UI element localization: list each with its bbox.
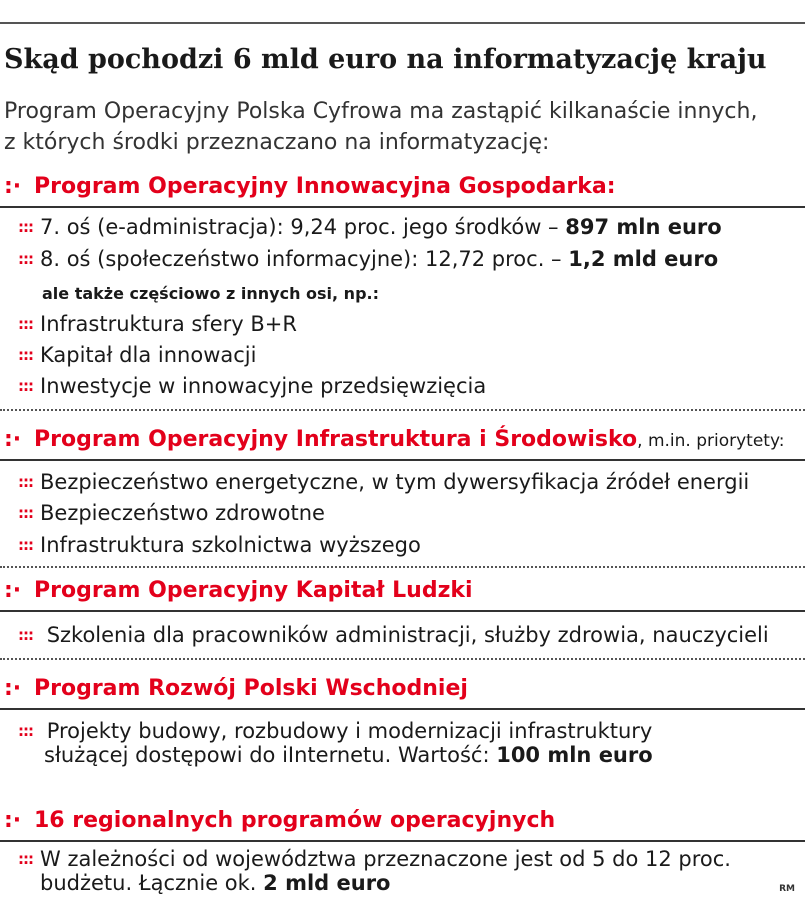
section-innowacyjna-gospodarka <box>4 172 616 202</box>
section-note: ale także częściowo z innych osi, np.: <box>42 284 379 303</box>
section-title: Program Rozwój Polski Wschodniej <box>34 676 468 701</box>
bullet-icon: ::: <box>18 850 33 868</box>
item-text: Infrastruktura szkolnictwa wyższego <box>40 533 421 557</box>
section-infrastruktura-srodowisko <box>4 425 785 456</box>
item-text: Szkolenia dla pracowników administracji, służby zdrowia, nauczycieli <box>46 623 769 647</box>
item-text: Bezpieczeństwo energetyczne, w tym dywersyfikacja źródeł energii <box>40 470 750 494</box>
list-item <box>18 467 749 497</box>
list-item <box>18 244 718 274</box>
top-rule <box>0 22 805 24</box>
list-item <box>18 620 769 650</box>
bullet-icon: ::: <box>18 315 33 333</box>
bullet-icon: ::: <box>18 346 33 364</box>
item-text: 7. oś (e-administracja): 9,24 proc. jego środków – <box>40 215 566 239</box>
list-item <box>18 716 653 770</box>
section-title: 16 regionalnych programów operacyjnych <box>34 808 556 833</box>
section-kapital-ludzki <box>4 576 473 606</box>
list-item <box>18 530 421 560</box>
section-divider <box>0 566 805 568</box>
list-item <box>18 212 722 242</box>
item-text: budżetu. Łącznie ok. <box>40 871 264 895</box>
section-divider <box>0 658 805 660</box>
item-value: 1,2 mld euro <box>568 247 719 271</box>
section-title: Program Operacyjny Infrastruktura i Środowisko <box>34 427 638 452</box>
item-text: Projekty budowy, rozbudowy i modernizacji infrastruktury <box>46 719 653 743</box>
bullet-icon: ::: <box>18 504 33 522</box>
item-value: 2 mld euro <box>263 871 391 895</box>
section-marker-icon: :· <box>4 427 22 452</box>
section-rule <box>0 708 805 710</box>
bullet-icon: ::: <box>18 722 33 740</box>
section-rule <box>0 206 805 208</box>
list-item <box>18 844 731 898</box>
item-value: 100 mln euro <box>496 743 653 767</box>
section-divider <box>0 409 805 411</box>
section-marker-icon: :· <box>4 676 22 701</box>
bullet-icon: ::: <box>18 473 33 491</box>
list-item <box>18 498 325 528</box>
section-regionalne-programy <box>4 806 555 836</box>
item-text: Bezpieczeństwo zdrowotne <box>40 501 325 525</box>
item-text: Infrastruktura sfery B+R <box>40 312 297 336</box>
section-title: Program Operacyjny Kapitał Ludzki <box>34 578 473 603</box>
bullet-icon: ::: <box>18 626 33 644</box>
section-marker-icon: :· <box>4 578 22 603</box>
item-text: Inwestycje w innowacyjne przedsięwzięcia <box>40 374 487 398</box>
section-title: Program Operacyjny Innowacyjna Gospodarka: <box>34 174 616 199</box>
section-marker-icon: :· <box>4 808 22 833</box>
section-rule <box>0 610 805 612</box>
list-item <box>18 309 297 339</box>
item-text: służącej dostępowi do iInternetu. Wartość: <box>44 743 497 767</box>
section-rule <box>0 840 805 842</box>
bullet-icon: ::: <box>18 250 33 268</box>
item-text: 8. oś (społeczeństwo informacyjne): 12,72 proc. – <box>40 247 569 271</box>
bullet-icon: ::: <box>18 377 33 395</box>
bullet-icon: ::: <box>18 218 33 236</box>
section-rozwoj-polski-wschodniej <box>4 674 468 704</box>
list-item <box>18 371 486 401</box>
section-marker-icon: :· <box>4 174 22 199</box>
page-title: Skąd pochodzi 6 mld euro na informatyzację kraju <box>4 44 767 75</box>
item-text: W zależności od województwa przeznaczone jest od 5 do 12 proc. <box>40 847 731 871</box>
item-text: Kapitał dla innowacji <box>40 343 257 367</box>
bullet-icon: ::: <box>18 536 33 554</box>
section-rule <box>0 459 805 461</box>
author-credit: RM <box>779 884 795 894</box>
item-value: 897 mln euro <box>565 215 722 239</box>
intro-line: z których środki przeznaczano na informatyzację: <box>4 130 550 155</box>
intro-text <box>4 96 799 158</box>
list-item <box>18 340 256 370</box>
section-title-extra: , m.in. priorytety: <box>637 431 785 451</box>
intro-line: Program Operacyjny Polska Cyfrowa ma zastąpić kilkanaście innych, <box>4 99 758 124</box>
